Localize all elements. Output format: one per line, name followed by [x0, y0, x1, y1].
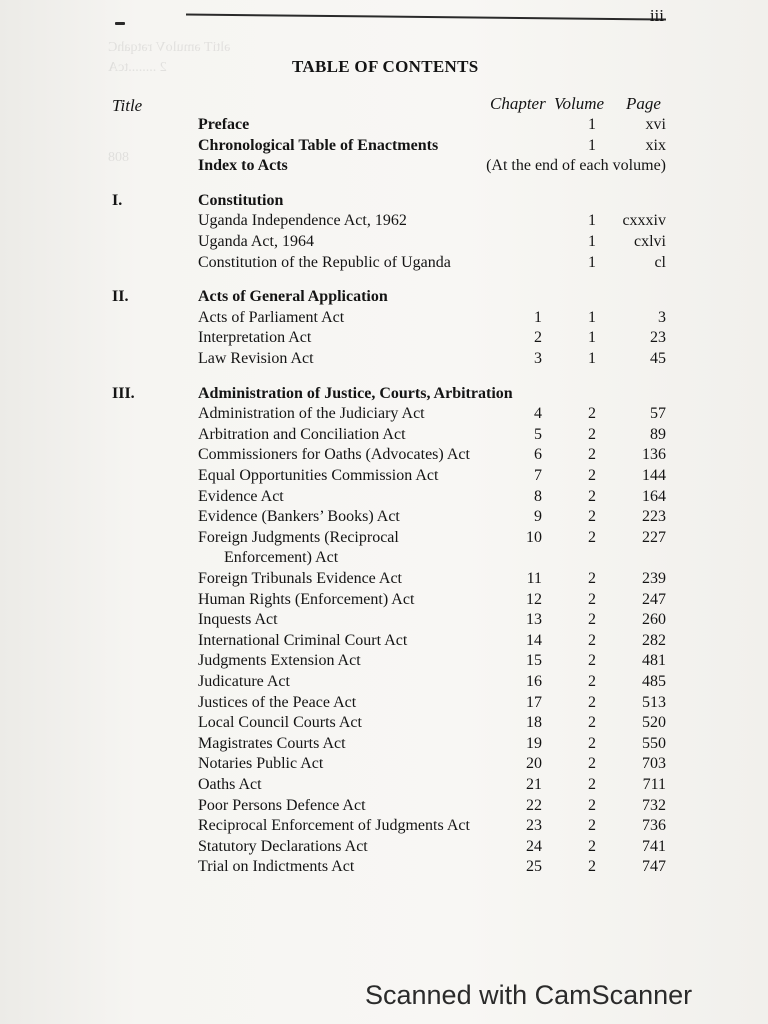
- toc-row: [0, 858, 768, 880]
- entry-title: Statutory Declarations Act: [198, 838, 368, 855]
- entry-volume: 2: [588, 652, 596, 669]
- entry-title: Constitution of the Republic of Uganda: [198, 254, 451, 271]
- header-rule: [186, 13, 666, 20]
- entry-title: Trial on Indictments Act: [198, 858, 355, 875]
- entry-title: Acts of Parliament Act: [198, 309, 345, 326]
- entry-title: Poor Persons Defence Act: [198, 797, 366, 814]
- entry-volume: 1: [588, 137, 596, 154]
- entry-page: 513: [642, 694, 666, 711]
- entry-volume: 2: [588, 755, 596, 772]
- toc-row: [0, 714, 768, 736]
- section-number: II.: [112, 288, 129, 305]
- entry-title: Foreign Tribunals Evidence Act: [198, 570, 402, 587]
- toc-row: [0, 549, 768, 571]
- section-number: I.: [112, 192, 123, 209]
- corner-mark: [115, 22, 125, 25]
- entry-chapter: 19: [526, 735, 542, 752]
- entry-volume: 2: [588, 570, 596, 587]
- entry-volume: 2: [588, 467, 596, 484]
- toc-row: [0, 116, 768, 138]
- toc-row: [0, 570, 768, 592]
- entry-page: 247: [642, 591, 666, 608]
- entry-title: Arbitration and Conciliation Act: [198, 426, 406, 443]
- entry-volume: 2: [588, 735, 596, 752]
- entry-page: 481: [642, 652, 666, 669]
- entry-chapter: 10: [526, 529, 542, 546]
- entry-page: 164: [642, 488, 666, 505]
- entry-chapter: 20: [526, 755, 542, 772]
- entry-page: 485: [642, 673, 666, 690]
- section-heading: [0, 385, 768, 407]
- entry-chapter: 9: [534, 508, 542, 525]
- entry-volume: 1: [588, 350, 596, 367]
- entry-page: xix: [645, 137, 666, 154]
- entry-volume: 2: [588, 405, 596, 422]
- entry-title: Evidence Act: [198, 488, 284, 505]
- entry-title: Human Rights (Enforcement) Act: [198, 591, 415, 608]
- entry-page: 239: [642, 570, 666, 587]
- entry-page: 223: [642, 508, 666, 525]
- entry-page: 550: [642, 735, 666, 752]
- entry-title: International Criminal Court Act: [198, 632, 408, 649]
- entry-volume: 2: [588, 776, 596, 793]
- bleed-through-text: 808: [108, 150, 129, 165]
- entry-title: Index to Acts: [198, 157, 288, 174]
- toc-row: [0, 350, 768, 372]
- column-header-chapter: Chapter: [490, 94, 546, 113]
- entry-volume: 1: [588, 254, 596, 271]
- toc-row: [0, 137, 768, 159]
- entry-page: 227: [642, 529, 666, 546]
- entry-title: Preface: [198, 116, 250, 133]
- entry-chapter: 12: [526, 591, 542, 608]
- entry-chapter: 2: [534, 329, 542, 346]
- entry-page: 732: [642, 797, 666, 814]
- entry-title-continued: Enforcement) Act: [224, 549, 339, 566]
- entry-title: Magistrates Courts Act: [198, 735, 346, 752]
- toc-row: [0, 446, 768, 468]
- scanner-watermark: Scanned with CamScanner: [365, 980, 693, 1010]
- entry-page: 520: [642, 714, 666, 731]
- entry-note: (At the end of each volume): [486, 157, 666, 174]
- entry-title: Oaths Act: [198, 776, 262, 793]
- entry-volume: 2: [588, 838, 596, 855]
- entry-title: Equal Opportunities Commission Act: [198, 467, 439, 484]
- toc-row: [0, 838, 768, 860]
- column-header-title: Title: [112, 96, 143, 115]
- column-header-volume: Volume: [554, 94, 605, 113]
- toc-row: [0, 157, 768, 179]
- entry-volume: 2: [588, 488, 596, 505]
- entry-page: 747: [642, 858, 666, 875]
- entry-volume: 2: [588, 529, 596, 546]
- entry-chapter: 23: [526, 817, 542, 834]
- toc-row: [0, 735, 768, 757]
- toc-row: [0, 329, 768, 351]
- entry-title: Judicature Act: [198, 673, 290, 690]
- toc-row: [0, 776, 768, 798]
- entry-volume: 2: [588, 714, 596, 731]
- toc-row: [0, 652, 768, 674]
- entry-chapter: 22: [526, 797, 542, 814]
- entry-volume: 2: [588, 632, 596, 649]
- section-title: Acts of General Application: [198, 288, 388, 305]
- entry-chapter: 25: [526, 858, 542, 875]
- toc-row: [0, 694, 768, 716]
- bleed-through-text: əltiT əmuloV rətqahC: [108, 40, 231, 55]
- entry-page: 57: [650, 405, 666, 422]
- entry-page: 45: [650, 350, 666, 367]
- entry-chapter: 17: [526, 694, 542, 711]
- toc-row: [0, 426, 768, 448]
- entry-title: Local Council Courts Act: [198, 714, 362, 731]
- section-heading: [0, 288, 768, 310]
- entry-page: 144: [642, 467, 666, 484]
- toc-row: [0, 797, 768, 819]
- entry-title: Interpretation Act: [198, 329, 312, 346]
- entry-volume: 2: [588, 591, 596, 608]
- entry-volume: 1: [588, 309, 596, 326]
- entry-title: Inquests Act: [198, 611, 278, 628]
- entry-title: Law Revision Act: [198, 350, 314, 367]
- entry-chapter: 5: [534, 426, 542, 443]
- entry-title: Judgments Extension Act: [198, 652, 361, 669]
- toc-row: [0, 508, 768, 530]
- entry-volume: 2: [588, 817, 596, 834]
- section-heading: [0, 192, 768, 214]
- entry-title: Chronological Table of Enactments: [198, 137, 439, 154]
- entry-chapter: 11: [526, 570, 542, 587]
- section-title: Constitution: [198, 192, 284, 209]
- entry-page: 136: [642, 446, 666, 463]
- entry-page: 3: [658, 309, 666, 326]
- toc-row: [0, 632, 768, 654]
- section-number: III.: [112, 385, 135, 402]
- entry-title: Uganda Act, 1964: [198, 233, 314, 250]
- entry-chapter: 13: [526, 611, 542, 628]
- entry-volume: 1: [588, 116, 596, 133]
- entry-chapter: 21: [526, 776, 542, 793]
- section-title: Administration of Justice, Courts, Arbitration: [198, 385, 513, 402]
- entry-volume: 2: [588, 426, 596, 443]
- entry-volume: 2: [588, 673, 596, 690]
- entry-page: 711: [642, 776, 666, 793]
- entry-page: 736: [642, 817, 666, 834]
- page-number: iii: [649, 6, 664, 25]
- entry-volume: 2: [588, 508, 596, 525]
- entry-page: 282: [642, 632, 666, 649]
- entry-page: 703: [642, 755, 666, 772]
- entry-volume: 2: [588, 446, 596, 463]
- entry-chapter: 18: [526, 714, 542, 731]
- entry-volume: 1: [588, 212, 596, 229]
- toc-row: [0, 755, 768, 777]
- entry-chapter: 8: [534, 488, 542, 505]
- entry-page: 89: [650, 426, 666, 443]
- toc-row: [0, 467, 768, 489]
- toc-row: [0, 611, 768, 633]
- entry-volume: 2: [588, 611, 596, 628]
- entry-page: cl: [654, 254, 666, 271]
- entry-volume: 2: [588, 858, 596, 875]
- entry-title: Uganda Independence Act, 1962: [198, 212, 407, 229]
- entry-page: 260: [642, 611, 666, 628]
- entry-chapter: 4: [534, 405, 542, 422]
- toc-row: [0, 529, 768, 551]
- toc-row: [0, 405, 768, 427]
- toc-row: [0, 673, 768, 695]
- column-header-page: Page: [626, 94, 661, 113]
- entry-chapter: 7: [534, 467, 542, 484]
- entry-volume: 1: [588, 329, 596, 346]
- entry-title: Commissioners for Oaths (Advocates) Act: [198, 446, 470, 463]
- entry-volume: 2: [588, 694, 596, 711]
- page-title: TABLE OF CONTENTS: [292, 57, 479, 76]
- entry-page: xvi: [645, 116, 666, 133]
- entry-page: cxlvi: [634, 233, 666, 250]
- entry-title: Administration of the Judiciary Act: [198, 405, 425, 422]
- toc-row: [0, 309, 768, 331]
- toc-row: [0, 233, 768, 255]
- entry-chapter: 6: [534, 446, 542, 463]
- toc-row: [0, 591, 768, 613]
- entry-title: Foreign Judgments (Reciprocal: [198, 529, 399, 546]
- entry-volume: 1: [588, 233, 596, 250]
- entry-title: Reciprocal Enforcement of Judgments Act: [198, 817, 470, 834]
- entry-chapter: 14: [526, 632, 542, 649]
- entry-chapter: 3: [534, 350, 542, 367]
- toc-row: [0, 488, 768, 510]
- entry-page: cxxxiv: [622, 212, 666, 229]
- entry-title: Evidence (Bankers’ Books) Act: [198, 508, 400, 525]
- entry-chapter: 15: [526, 652, 542, 669]
- entry-page: 23: [650, 329, 666, 346]
- toc-row: [0, 254, 768, 276]
- entry-chapter: 16: [526, 673, 542, 690]
- entry-page: 741: [642, 838, 666, 855]
- toc-row: [0, 212, 768, 234]
- entry-chapter: 24: [526, 838, 542, 855]
- entry-chapter: 1: [534, 309, 542, 326]
- entry-title: Justices of the Peace Act: [198, 694, 357, 711]
- entry-title: Notaries Public Act: [198, 755, 324, 772]
- bleed-through-text: 2 ........tcA: [108, 60, 167, 75]
- toc-row: [0, 817, 768, 839]
- entry-volume: 2: [588, 797, 596, 814]
